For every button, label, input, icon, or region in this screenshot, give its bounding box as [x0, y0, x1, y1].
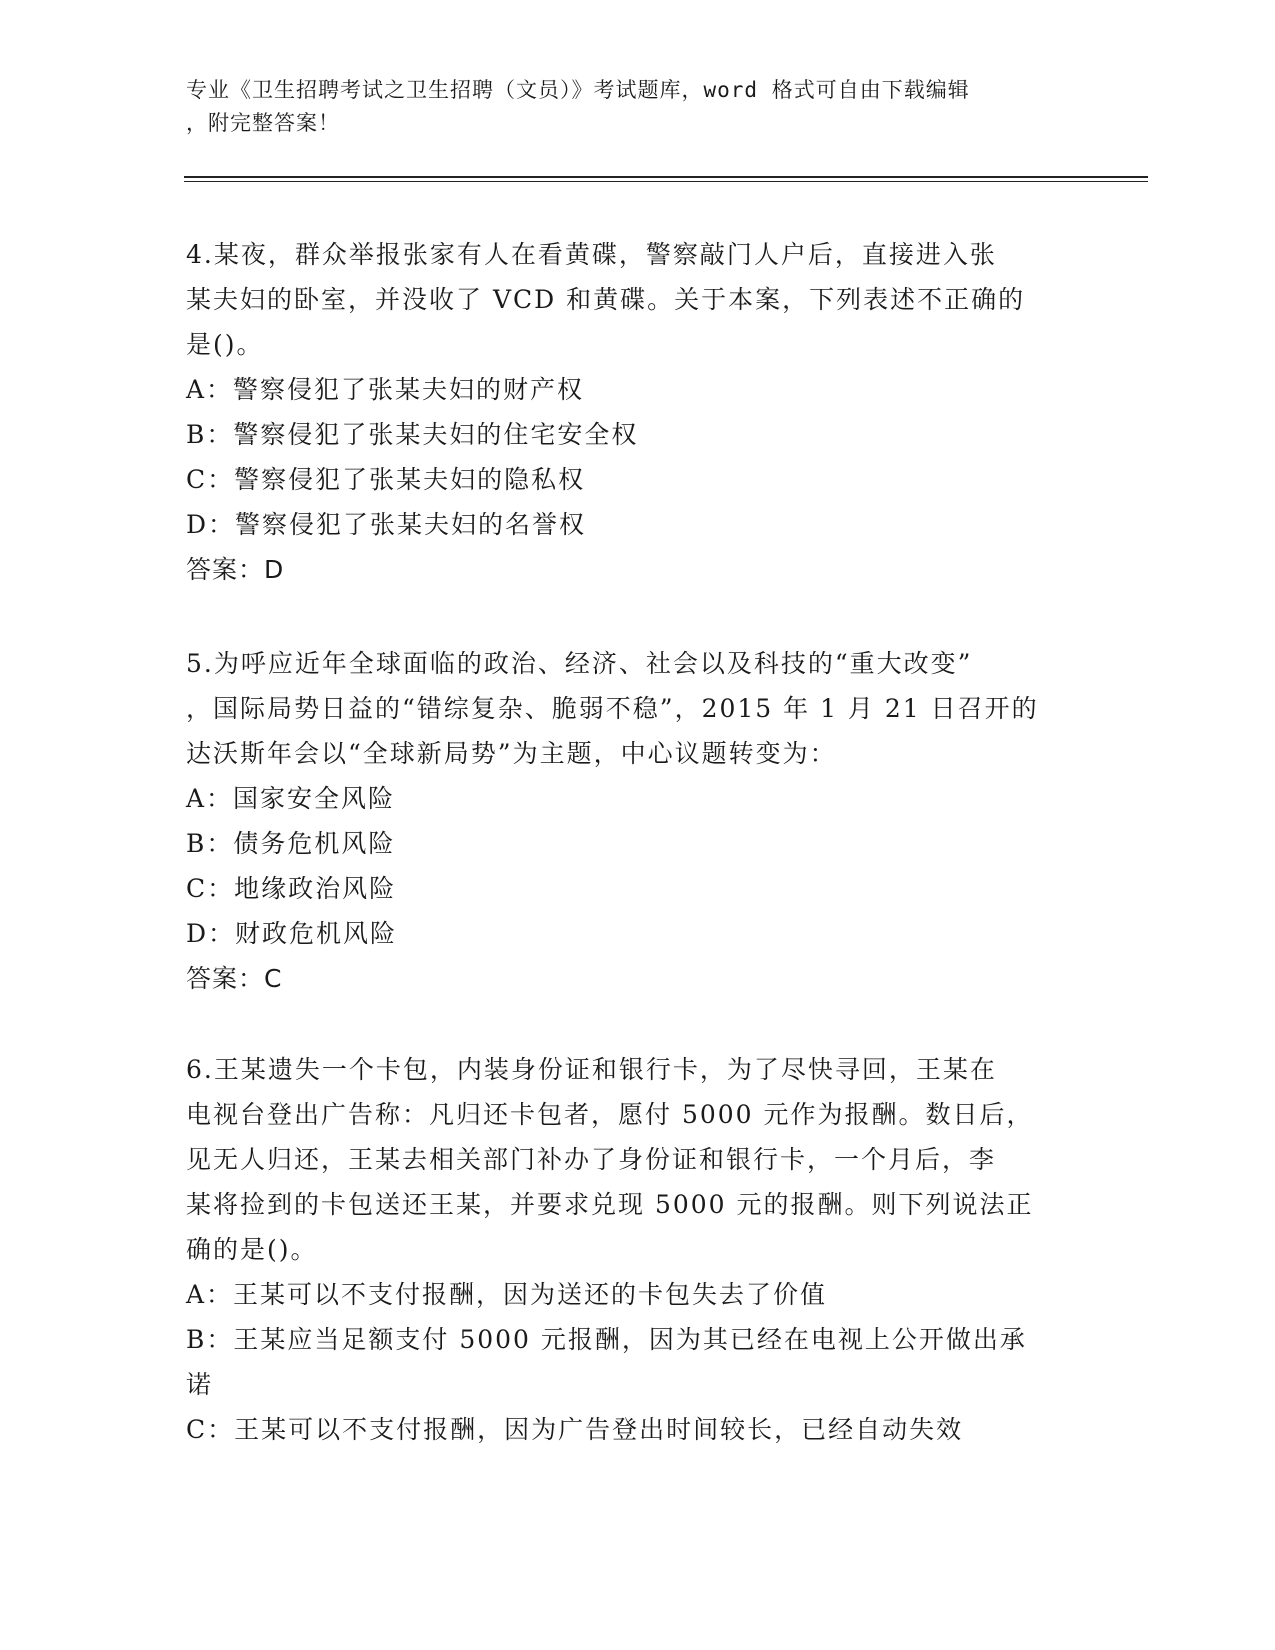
header-title-line-1: 专业《卫生招聘考试之卫生招聘（文员）》考试题库，word 格式可自由下载编辑 [186, 78, 970, 102]
question-4-option-d: D：警察侵犯了张某夫妇的名誉权 [186, 510, 587, 539]
question-6-option-c: C：王某可以不支付报酬，因为广告登出时间较长，已经自动失效 [186, 1415, 964, 1444]
question-6-text-line: 见无人归还，王某去相关部门补办了身份证和银行卡，一个月后，李 [186, 1145, 997, 1174]
header-divider-thick [184, 176, 1148, 178]
question-4-text-line: 4.某夜，群众举报张家有人在看黄碟，警察敲门人户后，直接进入张 [186, 240, 997, 269]
question-5 [186, 641, 1086, 1001]
header-divider-thin [184, 181, 1148, 182]
question-5-text-line: 5.为呼应近年全球面临的政治、经济、社会以及科技的“重大改变” [186, 649, 973, 678]
question-6-option-b-continued: 诺 [186, 1370, 214, 1399]
question-6-text-line: 某将捡到的卡包送还王某，并要求兑现 5000 元的报酬。则下列说法正 [186, 1190, 1034, 1219]
question-6-option-a: A：王某可以不支付报酬，因为送还的卡包失去了价值 [186, 1280, 828, 1309]
question-4-text-line: 是()。 [186, 330, 264, 359]
header-title-line-2: ，附完整答案！ [186, 111, 340, 135]
question-6-text-line: 电视台登出广告称：凡归还卡包者，愿付 5000 元作为报酬。数日后， [186, 1100, 1034, 1129]
question-4-option-b: B：警察侵犯了张某夫妇的住宅安全权 [186, 420, 639, 449]
question-5-option-a: A：国家安全风险 [186, 784, 396, 813]
question-5-text-line: 达沃斯年会以“全球新局势”为主题，中心议题转变为： [186, 739, 837, 768]
question-4-text-line: 某夫妇的卧室，并没收了 VCD 和黄碟。关于本案，下列表述不正确的 [186, 285, 1026, 314]
question-5-option-d: D：财政危机风险 [186, 919, 398, 948]
question-5-answer: 答案：C [186, 964, 283, 993]
question-5-option-b: B：债务危机风险 [186, 829, 396, 858]
question-4-answer: 答案：D [186, 555, 285, 584]
question-6-text-line: 6.王某遗失一个卡包，内装身份证和银行卡，为了尽快寻回，王某在 [186, 1055, 997, 1084]
question-6-option-b: B：王某应当足额支付 5000 元报酬，因为其已经在电视上公开做出承 [186, 1325, 1027, 1354]
question-6 [186, 1047, 1086, 1452]
question-5-text-line: ，国际局势日益的“错综复杂、脆弱不稳”，2015 年 1 月 21 日召开的 [186, 694, 1039, 723]
question-4-option-c: C：警察侵犯了张某夫妇的隐私权 [186, 465, 586, 494]
question-4 [186, 232, 1086, 592]
question-5-option-c: C：地缘政治风险 [186, 874, 397, 903]
question-4-option-a: A：警察侵犯了张某夫妇的财产权 [186, 375, 585, 404]
document-header [186, 74, 1086, 140]
question-6-text-line: 确的是()。 [186, 1235, 318, 1264]
